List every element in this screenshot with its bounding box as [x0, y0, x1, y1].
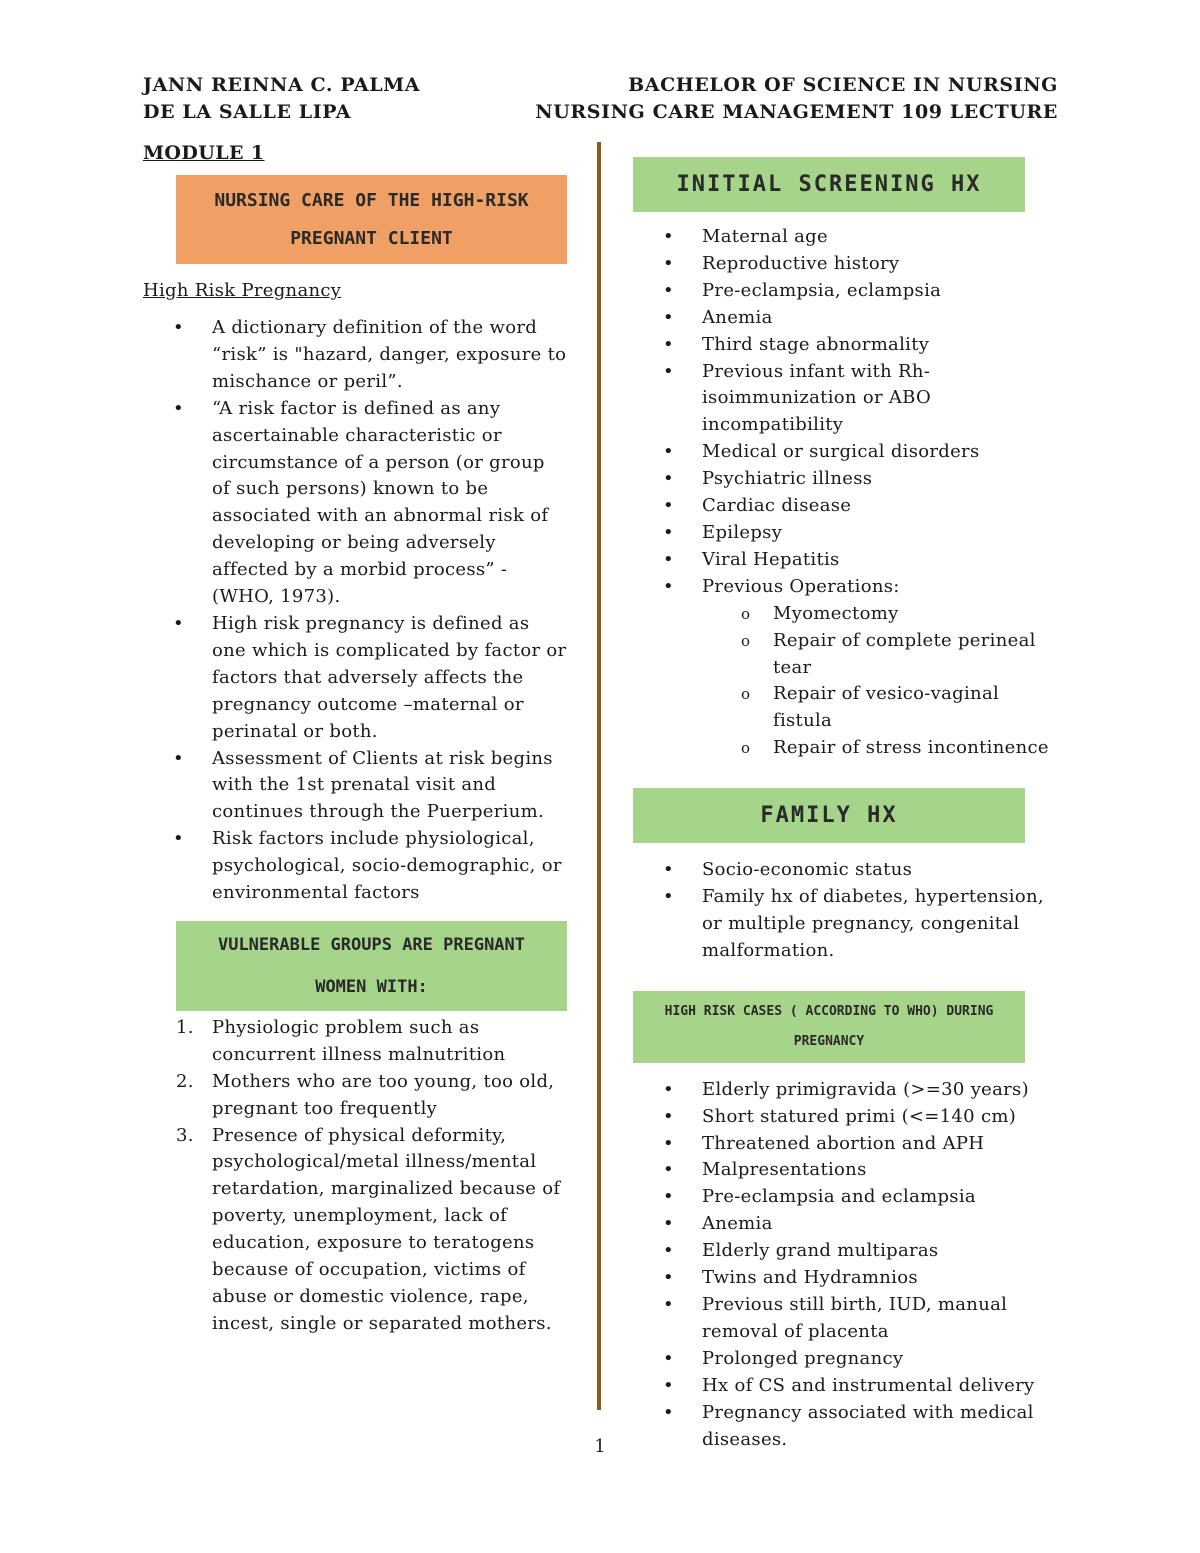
list-item: 2. Mothers who are too young, too old, pregnant too frequently	[176, 1070, 555, 1119]
list-item: • Medical or surgical disorders	[633, 439, 1063, 466]
sublist-item: o Myomectomy	[629, 601, 1063, 628]
list-item: • Elderly grand multiparas	[633, 1238, 1063, 1265]
sublist-item: o Repair of complete perineal tear	[741, 629, 1036, 678]
high-risk-cases-box	[633, 991, 1025, 1063]
bullet-icon: •	[173, 747, 184, 769]
list-item: • Elderly primigravida (>=30 years)	[633, 1077, 1063, 1104]
list-item: • Family hx of diabetes, hypertension, or multiple pregnancy, congenital malformation.	[663, 886, 1044, 961]
bullet-icon: •	[663, 306, 674, 328]
bullet-icon: •	[663, 1401, 674, 1423]
list-item: • Third stage abnormality	[633, 332, 1063, 359]
list-item: • Anemia	[633, 305, 1063, 332]
bullet-icon: •	[663, 1105, 674, 1127]
bullet-icon: •	[663, 360, 674, 382]
list-item: • Previous Operations: o Myomectomy o Repair of complete perineal tear o Repair of vesico-vaginal fistula o Repair of stress incontinence	[633, 574, 1063, 762]
initial-screening-box	[633, 157, 1025, 212]
list-item: • Malpresentations	[633, 1157, 1063, 1184]
bullet-icon: •	[663, 333, 674, 355]
list-item: 3. Presence of physical deformity, psychological/metal illness/mental retardation, marginalized because of poverty, unemployment, lack of education, exposure to teratogens because of occupation, victims of abuse or domestic violence, rape, incest, single or separated mothers.	[176, 1124, 561, 1334]
list-item: • Viral Hepatitis	[633, 547, 1063, 574]
institution-name: DE LA SALLE LIPA	[143, 101, 352, 123]
bullet-icon: •	[663, 521, 674, 543]
high-risk-definition-list	[143, 315, 568, 907]
column-divider	[597, 142, 601, 1410]
bullet-icon: •	[663, 1294, 674, 1315]
section-title-high-risk: High Risk Pregnancy	[143, 280, 342, 301]
list-item: • Reproductive history	[633, 251, 1063, 278]
bullet-icon: •	[173, 317, 184, 338]
list-item: • Maternal age	[633, 224, 1063, 251]
list-item: • Threatened abortion and APH	[633, 1131, 1063, 1158]
list-item: • Anemia	[633, 1211, 1063, 1238]
list-item: • Twins and Hydramnios	[633, 1265, 1063, 1292]
bullet-icon: •	[663, 575, 674, 597]
family-hx-list	[633, 857, 1063, 965]
module-title: NURSING CARE OF THE HIGH-RISK PREGNANT CLIENT	[214, 189, 529, 249]
vulnerable-groups-box	[176, 921, 567, 1011]
vulnerable-groups-title: VULNERABLE GROUPS ARE PREGNANT WOMEN WITH:	[217, 934, 526, 997]
list-item: • Socio-economic status	[633, 857, 1063, 884]
list-item: • Prolonged pregnancy	[633, 1346, 1063, 1373]
bullet-icon: •	[663, 495, 674, 517]
bullet-icon: •	[663, 1078, 674, 1100]
list-item: • Short statured primi (<=140 cm)	[633, 1104, 1063, 1131]
vulnerable-groups-list	[143, 1015, 568, 1338]
circle-bullet-icon: o	[741, 739, 751, 758]
module-label: MODULE 1	[143, 142, 265, 164]
bullet-icon: •	[663, 1347, 674, 1369]
bullet-icon: •	[663, 859, 674, 881]
list-item: • High risk pregnancy is defined as one which is complicated by factor or factors that adversely affects the pregnancy outcome –maternal or perinatal or both.	[173, 612, 567, 742]
bullet-icon: •	[663, 468, 674, 490]
bullet-icon: •	[173, 397, 184, 419]
bullet-icon: •	[663, 548, 674, 570]
bullet-icon: •	[663, 1132, 674, 1154]
author-name: JANN REINNA C. PALMA	[143, 74, 421, 96]
bullet-icon: •	[663, 441, 674, 463]
high-risk-cases-list	[633, 1077, 1063, 1454]
list-item: 1. Physiologic problem such as concurrent illness malnutrition	[176, 1016, 506, 1065]
right-column	[633, 157, 1063, 1453]
bullet-icon: •	[663, 1213, 674, 1235]
list-item: • “A risk factor is defined as any ascertainable characteristic or circumstance of a person (or group of such persons) known to be associated with an abnormal risk of developing or being adversely affected by a morbid process” -(WHO, 1973).	[173, 397, 549, 608]
sublist-item: o Repair of vesico-vaginal fistula	[741, 683, 1000, 732]
bullet-icon: •	[663, 1240, 674, 1262]
list-item: • Pregnancy associated with medical diseases.	[663, 1401, 1034, 1450]
list-item: • Pre-eclampsia and eclampsia	[633, 1184, 1063, 1211]
list-item: • Cardiac disease	[633, 493, 1063, 520]
high-risk-cases-title: HIGH RISK CASES ( ACCORDING TO WHO) DURING PREGNANCY	[664, 1003, 994, 1049]
bullet-icon: •	[663, 226, 674, 247]
bullet-icon: •	[663, 1374, 674, 1396]
program-name: BACHELOR OF SCIENCE IN NURSING	[628, 74, 1058, 96]
bullet-icon: •	[663, 279, 674, 301]
course-name: NURSING CARE MANAGEMENT 109 LECTURE	[535, 101, 1058, 123]
bullet-icon: •	[663, 1186, 674, 1208]
list-item: • Epilepsy	[633, 520, 1063, 547]
bullet-icon: •	[663, 1159, 674, 1181]
list-item: • Assessment of Clients at risk begins with the 1st prenatal visit and continues through the Puerperium.	[173, 747, 553, 823]
header-left	[143, 72, 420, 126]
bullet-icon: •	[663, 886, 674, 908]
list-item: • Previous still birth, IUD, manual removal of placenta	[663, 1294, 1008, 1342]
bullet-icon: •	[663, 1267, 674, 1289]
list-item: • Previous infant with Rh-isoimmunization or ABO incompatibility	[663, 360, 932, 436]
list-item: • Risk factors include physiological, psychological, socio-demographic, or environmental factors	[173, 828, 562, 904]
initial-screening-title: INITIAL SCREENING HX	[676, 172, 982, 197]
bullet-icon: •	[173, 612, 184, 634]
list-item: • Psychiatric illness	[633, 466, 1063, 493]
page-number: 1	[594, 1436, 606, 1457]
circle-bullet-icon: o	[741, 685, 751, 704]
list-item: • A dictionary definition of the word “risk” is "hazard, danger, exposure to mischance or peril”.	[173, 317, 567, 392]
header-right	[535, 72, 1058, 126]
family-hx-box	[633, 788, 1025, 843]
sublist-item: o Repair of stress incontinence	[629, 735, 1063, 762]
initial-screening-list	[633, 224, 1063, 762]
circle-bullet-icon: o	[741, 604, 751, 623]
bullet-icon: •	[663, 252, 674, 274]
family-hx-title: FAMILY HX	[760, 803, 898, 829]
left-column	[143, 175, 568, 1338]
previous-operations-sublist	[702, 601, 1063, 762]
module-title-box	[176, 175, 567, 264]
circle-bullet-icon: o	[741, 631, 751, 650]
bullet-icon: •	[173, 828, 184, 850]
list-item: • Pre-eclampsia, eclampsia	[633, 278, 1063, 305]
list-item: • Hx of CS and instrumental delivery	[633, 1373, 1063, 1400]
